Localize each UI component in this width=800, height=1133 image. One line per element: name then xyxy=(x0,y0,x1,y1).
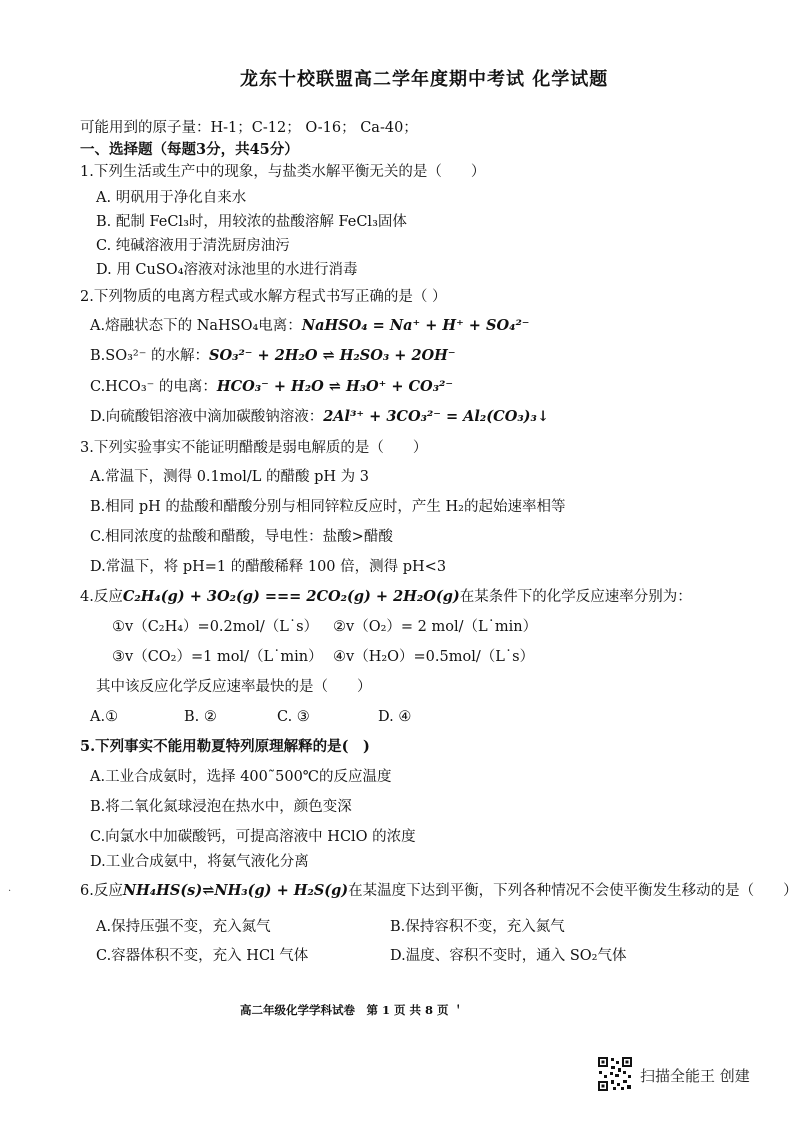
q6-option-d: D.温度、容积不变时，通入 SO₂气体 xyxy=(390,948,627,964)
q2-c-equation: HCO₃⁻ + H₂O ⇌ H₃O⁺ + CO₃²⁻ xyxy=(216,378,454,395)
q4-ask: 其中该反应化学反应速率最快的是（ ） xyxy=(96,679,372,695)
q2-c-text: C.HCO₃⁻ 的电离： xyxy=(90,379,217,395)
q2-a-text: A.熔融状态下的 NaHSO₄电离： xyxy=(90,318,302,334)
q4-stem-equation: C₂H₄(g) + 3O₂(g) === 2CO₂(g) + 2H₂O(g) xyxy=(122,588,460,605)
q5-option-d: D.工业合成氨中，将氨气液化分离 xyxy=(90,854,309,870)
section-heading: 一、选择题（每题3分，共45分） xyxy=(80,141,299,158)
q4-stem xyxy=(80,587,692,607)
scan-speck: · xyxy=(8,886,12,897)
scanner-brand: 扫描全能王 创建 xyxy=(640,1067,750,1085)
q1-stem: 1.下列生活或生产中的现象，与盐类水解平衡无关的是（ ） xyxy=(80,164,486,180)
q4-rate-1: ①v（C₂H₄）=0.2mol/（L˙s） xyxy=(112,619,319,635)
q6-option-b: B.保持容积不变，充入氮气 xyxy=(390,919,565,935)
q6-option-c: C.容器体积不变，充入 HCl 气体 xyxy=(96,948,309,964)
q2-a-equation: NaHSO₄ = Na⁺ + H⁺ + SO₄²⁻ xyxy=(301,317,530,334)
q3-option-c: C.相同浓度的盐酸和醋酸，导电性：盐酸>醋酸 xyxy=(90,529,393,545)
q3-option-b: B.相同 pH 的盐酸和醋酸分别与相同锌粒反应时，产生 H₂的起始速率相等 xyxy=(90,499,566,515)
q4-option-c: C. ③ xyxy=(277,709,310,725)
q4-option-b: B. ② xyxy=(184,709,217,725)
q2-d-equation: 2Al³⁺ + 3CO₃²⁻ = Al₂(CO₃)₃↓ xyxy=(323,408,550,425)
q2-option-c xyxy=(90,377,453,397)
q6-option-a: A.保持压强不变，充入氮气 xyxy=(96,919,271,935)
q3-stem: 3.下列实验事实不能证明醋酸是弱电解质的是（ ） xyxy=(80,440,428,456)
q6-stem-equation: NH₄HS(s)⇌NH₃(g) + H₂S(g) xyxy=(122,882,349,899)
q5-stem: 5.下列事实不能用勒夏特列原理解释的是( ) xyxy=(80,738,370,755)
q2-stem: 2.下列物质的电离方程式或水解方程式书写正确的是（ ） xyxy=(80,289,447,305)
q4-rate-4: ④v（H₂O）=0.5mol/（L˙s） xyxy=(333,649,535,665)
q5-option-b: B.将二氧化氮球浸泡在热水中，颜色变深 xyxy=(90,799,352,815)
q1-option-a: A. 明矾用于净化自来水 xyxy=(96,190,247,206)
page-footer: 高二年级化学学科试卷 第 1 页 共 8 页 ＇ xyxy=(240,1003,465,1017)
atomic-masses: 可能用到的原子量：H-1；C-12； O-16； Ca-40； xyxy=(80,120,418,136)
q6-stem-prefix: 6.反应 xyxy=(80,883,123,899)
q4-stem-suffix: 在某条件下的化学反应速率分别为： xyxy=(459,589,692,605)
q4-stem-prefix: 4.反应 xyxy=(80,589,123,605)
q2-option-d xyxy=(90,407,549,427)
q3-option-d: D.常温下，将 pH=1 的醋酸稀释 100 倍，测得 pH<3 xyxy=(90,559,447,575)
q5-option-a: A.工业合成氨时，选择 400˜500℃的反应温度 xyxy=(90,769,392,785)
q6-stem-suffix: 在某温度下达到平衡，下列各种情况不会使平衡发生移动的是（ ） xyxy=(348,883,798,899)
qr-code-icon xyxy=(597,1056,633,1092)
q2-b-equation: SO₃²⁻ + 2H₂O ⇌ H₂SO₃ + 2OH⁻ xyxy=(208,347,456,364)
q4-rate-3: ③v（CO₂）=1 mol/（L˙min） xyxy=(112,649,323,665)
q2-d-text: D.向硫酸铝溶液中滴加碳酸钠溶液： xyxy=(90,409,324,425)
q4-option-d: D. ④ xyxy=(378,709,412,725)
q4-rate-2: ②v（O₂）= 2 mol/（L˙min） xyxy=(333,619,538,635)
q1-option-d: D. 用 CuSO₄溶液对泳池里的水进行消毒 xyxy=(96,262,358,278)
page-title: 龙东十校联盟高二学年度期中考试 化学试题 xyxy=(240,69,609,90)
q4-option-a: A.① xyxy=(90,709,119,725)
q2-option-a xyxy=(90,316,529,336)
q6-stem xyxy=(80,881,798,901)
q1-option-c: C. 纯碱溶液用于清洗厨房油污 xyxy=(96,238,290,254)
q1-option-b: B. 配制 FeCl₃时，用较浓的盐酸溶解 FeCl₃固体 xyxy=(96,214,407,230)
q2-option-b xyxy=(90,346,456,366)
q2-b-text: B.SO₃²⁻ 的水解： xyxy=(90,348,209,364)
q5-option-c: C.向氯水中加碳酸钙，可提高溶液中 HClO 的浓度 xyxy=(90,829,416,845)
q3-option-a: A.常温下，测得 0.1mol/L 的醋酸 pH 为 3 xyxy=(90,469,369,485)
